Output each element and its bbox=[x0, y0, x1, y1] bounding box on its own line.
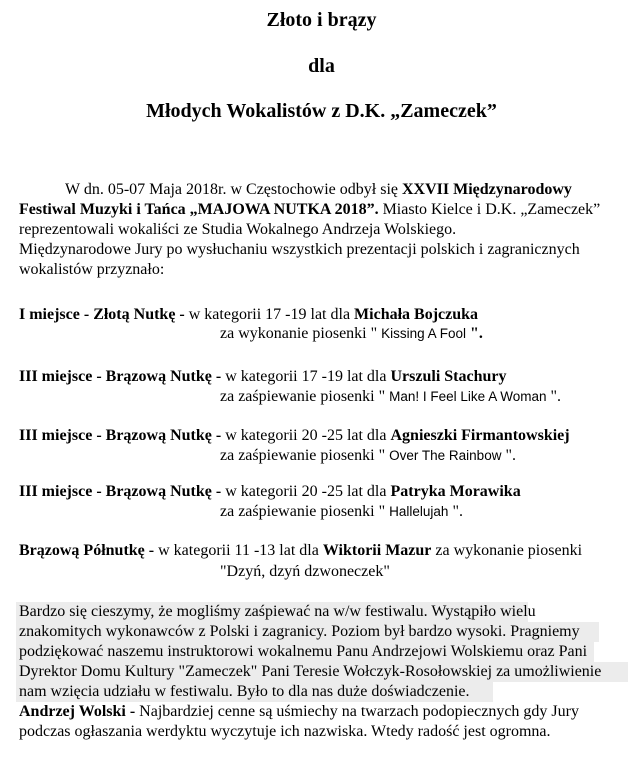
award-4-prefix: za zaśpiewanie piosenki " bbox=[220, 503, 390, 520]
award-5-place: Brązową Półnutkę - bbox=[19, 542, 155, 559]
award-1-suffix: ". bbox=[465, 325, 483, 342]
closing-line-4: Dyrektor Domu Kultury "Zameczek" Pani Teresie Wołczyk-Rosołowskiej za umożliwienie bbox=[19, 663, 602, 680]
award-3-category: w kategorii 20 -25 lat dla bbox=[221, 427, 391, 444]
award-5-extra: za wykonanie piosenki bbox=[431, 542, 583, 559]
award-4-name: Patryka Morawika bbox=[390, 483, 521, 500]
award-4-line-1 bbox=[19, 482, 629, 502]
award-4-suffix: ". bbox=[448, 503, 463, 520]
quote-line-1 bbox=[19, 702, 629, 722]
festival-name-part-2: Festiwal Muzyki i Tańca „MAJOWA NUTKA 2018”. bbox=[19, 201, 379, 218]
quote-text-1: Najbardziej cenne są uśmiechy na twarzach podopiecznych gdy Jury bbox=[135, 703, 579, 720]
quote-line-2: podczas ogłaszania werdyktu wyczytuje ich nazwiska. Wtedy radość jest ogromna. bbox=[19, 723, 551, 740]
award-2-category: w kategorii 17 -19 lat dla bbox=[221, 368, 391, 385]
award-3-line-2 bbox=[220, 446, 620, 466]
intro-text-1: W dn. 05-07 Maja 2018r. w Częstochowie odbył się bbox=[65, 181, 402, 198]
award-3-prefix: za zaśpiewanie piosenki " bbox=[220, 447, 390, 464]
award-3-line-1 bbox=[19, 426, 629, 446]
award-1-song: Kissing A Fool bbox=[381, 326, 466, 341]
closing-line-3: podziękować naszemu instruktorowi wokalnemu Panu Andrzejowi Wolskiemu oraz Pani bbox=[19, 643, 588, 660]
award-1-line-2 bbox=[220, 324, 620, 344]
award-2-suffix: ". bbox=[546, 388, 561, 405]
closing-line-5: nam wzięcia udziału w festiwalu. Było to dla nas duże doświadczenie. bbox=[19, 683, 470, 700]
award-4-song: Hallelujah bbox=[389, 504, 449, 519]
award-1-category: w kategorii 17 -19 lat dla bbox=[184, 306, 355, 323]
award-4-line-2 bbox=[220, 502, 620, 522]
award-3-song: Over The Rainbow bbox=[389, 448, 502, 463]
intro-line-2 bbox=[19, 200, 629, 220]
award-1-line-1 bbox=[19, 305, 629, 325]
award-2-name: Urszuli Stachury bbox=[390, 368, 507, 385]
award-5-line-1 bbox=[19, 541, 629, 561]
title-line-1: Złoto i brązy bbox=[266, 9, 377, 31]
award-4-category: w kategorii 20 -25 lat dla bbox=[221, 483, 391, 500]
award-5-name: Wiktorii Mazur bbox=[322, 542, 432, 559]
award-5-line-2: "Dzyń, dzyń dzwoneczek" bbox=[220, 563, 390, 580]
intro-line-4: Międzynarodowe Jury po wysłuchaniu wszystkich prezentacji polskich i zagranicznych bbox=[19, 241, 580, 258]
intro-text-2: Miasto Kielce i D.K. „Zameczek” bbox=[378, 201, 601, 218]
intro-line-5: wokalistów przyznało: bbox=[19, 261, 165, 278]
award-2-place: III miejsce - Brązową Nutkę - bbox=[19, 368, 222, 385]
award-2-line-2 bbox=[220, 387, 620, 407]
title-line-2: dla bbox=[308, 55, 335, 77]
festival-name-part-1: XXVII Międzynarodowy bbox=[401, 181, 572, 198]
intro-line-1 bbox=[65, 180, 643, 200]
award-3-suffix: ". bbox=[501, 447, 516, 464]
quote-author: Andrzej Wolski - bbox=[19, 703, 136, 720]
award-1-prefix: za wykonanie piosenki " bbox=[220, 325, 382, 342]
award-2-song: Man! I Feel Like A Woman bbox=[389, 389, 547, 404]
award-1-name: Michała Bojczuka bbox=[354, 306, 479, 323]
award-3-place: III miejsce - Brązową Nutkę - bbox=[19, 427, 222, 444]
closing-line-2: znakomitych wykonawców z Polski i zagranicy. Poziom był bardzo wysoki. Pragniemy bbox=[19, 623, 580, 640]
closing-line-1: Bardzo się cieszymy, że mogliśmy zaśpiewać na w/w festiwalu. Wystąpiło wielu bbox=[19, 603, 536, 620]
award-5-category: w kategorii 11 -13 lat dla bbox=[154, 542, 323, 559]
intro-line-3: reprezentowali wokaliści ze Studia Wokalnego Andrzeja Wolskiego. bbox=[19, 221, 457, 238]
award-4-place: III miejsce - Brązową Nutkę - bbox=[19, 483, 222, 500]
award-2-line-1 bbox=[19, 367, 629, 387]
title-line-3: Młodych Wokalistów z D.K. „Zameczek” bbox=[146, 100, 497, 122]
award-2-prefix: za zaśpiewanie piosenki " bbox=[220, 388, 390, 405]
award-3-name: Agnieszki Firmantowskiej bbox=[390, 427, 570, 444]
award-1-place: I miejsce - Złotą Nutkę - bbox=[19, 306, 185, 323]
